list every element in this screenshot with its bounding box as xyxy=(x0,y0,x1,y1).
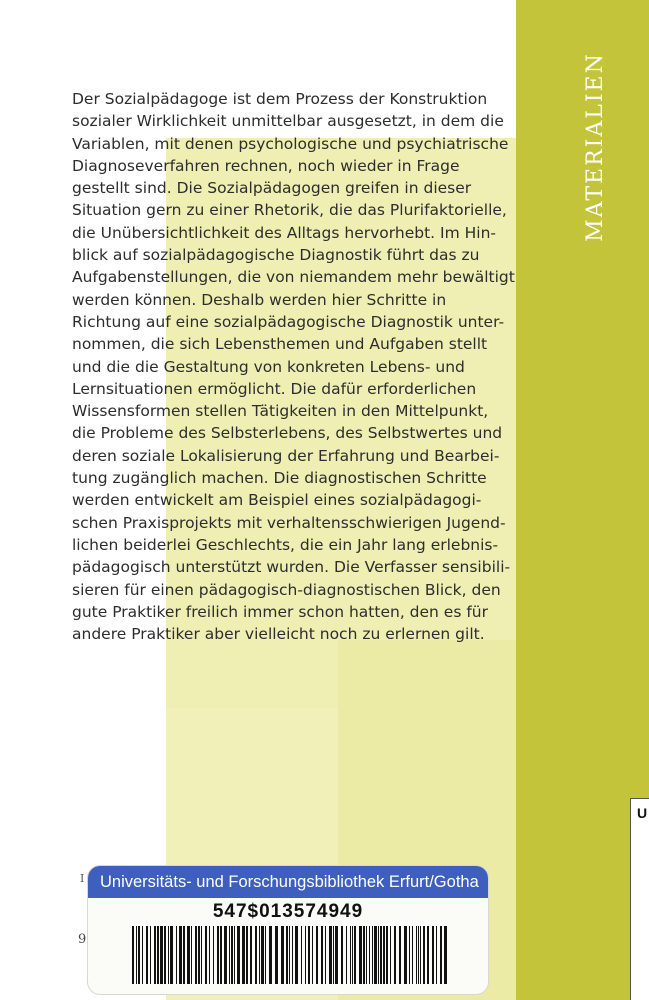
barcode-bar xyxy=(440,926,442,984)
barcode-bar xyxy=(201,926,202,984)
barcode-bar xyxy=(335,926,338,984)
barcode-bar xyxy=(366,926,367,984)
blurb-line: schen Praxisprojekts mit verhaltensschwierigen Jugend- xyxy=(72,513,506,532)
margin-mark-i: I xyxy=(80,872,85,885)
blurb-line: nommen, die sich Lebensthemen und Aufgaben stellt xyxy=(72,335,488,354)
barcode-bar xyxy=(418,926,419,984)
barcode-bar xyxy=(250,926,252,984)
barcode-bar xyxy=(301,926,302,984)
barcode-bar xyxy=(229,926,230,984)
barcode-bar xyxy=(378,926,379,984)
barcode-bar xyxy=(269,926,272,984)
barcode-bar xyxy=(164,926,166,984)
barcode-bar xyxy=(409,926,410,984)
barcode-bar xyxy=(209,926,210,984)
barcode-bar xyxy=(394,926,396,984)
spine-title-text: MATERIALIEN xyxy=(583,52,608,242)
barcode-bar xyxy=(374,926,377,984)
blurb-line: gestellt sind. Die Sozialpädagogen greifen in dieser xyxy=(72,179,472,198)
barcode-bar xyxy=(432,926,434,984)
blurb-text xyxy=(72,88,532,645)
blurb-line: werden können. Deshalb werden hier Schritte in xyxy=(72,290,447,309)
barcode-bar xyxy=(325,926,326,984)
barcode-bar xyxy=(354,926,356,984)
edge-sticker xyxy=(630,798,649,1000)
barcode-bar xyxy=(213,926,214,984)
barcode-bar xyxy=(261,926,264,984)
barcode-bar xyxy=(195,926,197,984)
barcode-bar xyxy=(154,926,156,984)
barcode-bar xyxy=(444,926,447,984)
barcode-bar xyxy=(329,926,332,984)
barcode-bar xyxy=(234,926,235,984)
barcode-bar xyxy=(404,926,407,984)
barcode-bar xyxy=(352,926,353,984)
barcode-bar xyxy=(369,926,370,984)
blurb-line: Wissensformen stellen Tätigkeiten in den Mittelpunkt, xyxy=(72,402,489,421)
barcode-bar xyxy=(372,926,373,984)
blurb-line: Richtung auf eine sozialpädagogische Diagnostik unter- xyxy=(72,312,505,331)
blurb-line: Aufgabenstellungen, die von niemandem mehr bewältigt xyxy=(72,268,515,287)
barcode-bar xyxy=(183,926,185,984)
barcode-bar xyxy=(220,926,222,984)
blurb-line: Diagnoseverfahren rechnen, noch wieder in Frage xyxy=(72,156,460,175)
barcode-bar xyxy=(427,926,429,984)
barcode-bar xyxy=(255,926,257,984)
barcode-bar xyxy=(436,926,437,984)
blurb-line: Der Sozialpädagoge ist dem Prozess der Konstruktion xyxy=(72,90,488,108)
barcode-bar xyxy=(136,926,137,984)
barcode-icon xyxy=(132,926,452,984)
barcode-bar xyxy=(390,926,391,984)
barcode-bar xyxy=(281,926,284,984)
barcode-bar xyxy=(231,926,233,984)
edge-sticker-text: U xyxy=(637,805,648,821)
barcode-bar xyxy=(305,926,306,984)
barcode-bar xyxy=(363,926,365,984)
barcode-bar xyxy=(316,926,318,984)
barcode-bar xyxy=(312,926,313,984)
blurb-line: Variablen, mit denen psychologische und psychiatrische xyxy=(72,134,509,153)
barcode-bar xyxy=(160,926,163,984)
barcode-bar xyxy=(359,926,362,984)
barcode-bar xyxy=(423,926,425,984)
barcode-bar xyxy=(289,926,290,984)
barcode-bar xyxy=(321,926,323,984)
barcode-number: 547$013574949 xyxy=(212,901,364,922)
blurb-line: sozialer Wirklichkeit unmittelbar ausgesetzt, in dem die xyxy=(72,112,504,131)
spine-title xyxy=(576,52,616,242)
barcode-bar xyxy=(383,926,385,984)
margin-mark-9: 9 xyxy=(78,932,87,947)
barcode-bar xyxy=(292,926,293,984)
barcode-bar xyxy=(416,926,417,984)
blurb-line: und die die Gestaltung von konkreten Lebens- und xyxy=(72,357,465,376)
barcode-bar xyxy=(168,926,169,984)
blurb-line: tung zugänglich machen. Die diagnostischen Schritte xyxy=(72,469,487,488)
blurb-line: deren soziale Lokalisierung der Erfahrung und Bearbei- xyxy=(72,446,500,465)
barcode-bar xyxy=(179,926,182,984)
barcode-bar xyxy=(295,926,298,984)
barcode-bar xyxy=(237,926,240,984)
blurb-line: sieren für einen pädagogisch-diagnostischen Blick, den xyxy=(72,580,501,599)
blurb-line: die Unübersichtlichkeit des Alltags hervorhebt. Im Hin- xyxy=(72,223,496,242)
barcode-bar xyxy=(170,926,173,984)
blurb-line: Situation gern zu einer Rhetorik, die das Plurifaktorielle, xyxy=(72,201,507,220)
barcode-bar xyxy=(242,926,245,984)
barcode-bar xyxy=(157,926,159,984)
library-barcode-label xyxy=(88,866,488,994)
barcode-bar xyxy=(138,926,140,984)
barcode-bar xyxy=(150,926,151,984)
barcode-bar xyxy=(246,926,248,984)
blurb-line: lichen beiderlei Geschlechts, die ein Jahr lang erlebnis- xyxy=(72,535,499,554)
barcode-bar xyxy=(187,926,190,984)
blurb-line: die Probleme des Selbsterlebens, des Selbstwertes und xyxy=(72,424,503,443)
barcode-bar xyxy=(399,926,401,984)
barcode-bar xyxy=(198,926,200,984)
barcode-bar xyxy=(412,926,413,984)
barcode-bar xyxy=(205,926,207,984)
barcode-bar xyxy=(346,926,347,984)
barcode-bar xyxy=(217,926,219,984)
blurb-line: pädagogisch unterstützt wurden. Die Verfasser sensibili- xyxy=(72,558,511,577)
barcode-bar xyxy=(333,926,334,984)
barcode-bar xyxy=(420,926,421,984)
barcode-bar xyxy=(259,926,260,984)
barcode-bar xyxy=(132,926,134,984)
barcode-bar xyxy=(286,926,288,984)
barcode-bar xyxy=(142,926,143,984)
barcode-bar xyxy=(350,926,351,984)
barcode-bar xyxy=(224,926,227,984)
library-name: Universitäts- und Forschungsbibliothek Erfurt/Gotha xyxy=(88,866,488,898)
blurb-line: gute Praktiker freilich immer schon hatten, den es für xyxy=(72,602,488,621)
blurb-line: werden entwickelt am Beispiel eines sozialpädagogi- xyxy=(72,491,482,510)
barcode-bar xyxy=(191,926,192,984)
barcode-bar xyxy=(341,926,343,984)
blurb-line: andere Praktiker aber vielleicht noch zu erlernen gilt. xyxy=(72,625,485,644)
barcode-bar xyxy=(380,926,382,984)
barcode-bar xyxy=(146,926,148,984)
blurb-line: Lernsituationen ermöglicht. Die dafür erforderlichen xyxy=(72,379,477,398)
barcode-bar xyxy=(308,926,310,984)
barcode-bar xyxy=(265,926,266,984)
barcode-bar xyxy=(275,926,278,984)
barcode-bar xyxy=(386,926,388,984)
blurb-line: blick auf sozialpädagogische Diagnostik führt das zu xyxy=(72,246,480,265)
barcode-bar xyxy=(176,926,177,984)
